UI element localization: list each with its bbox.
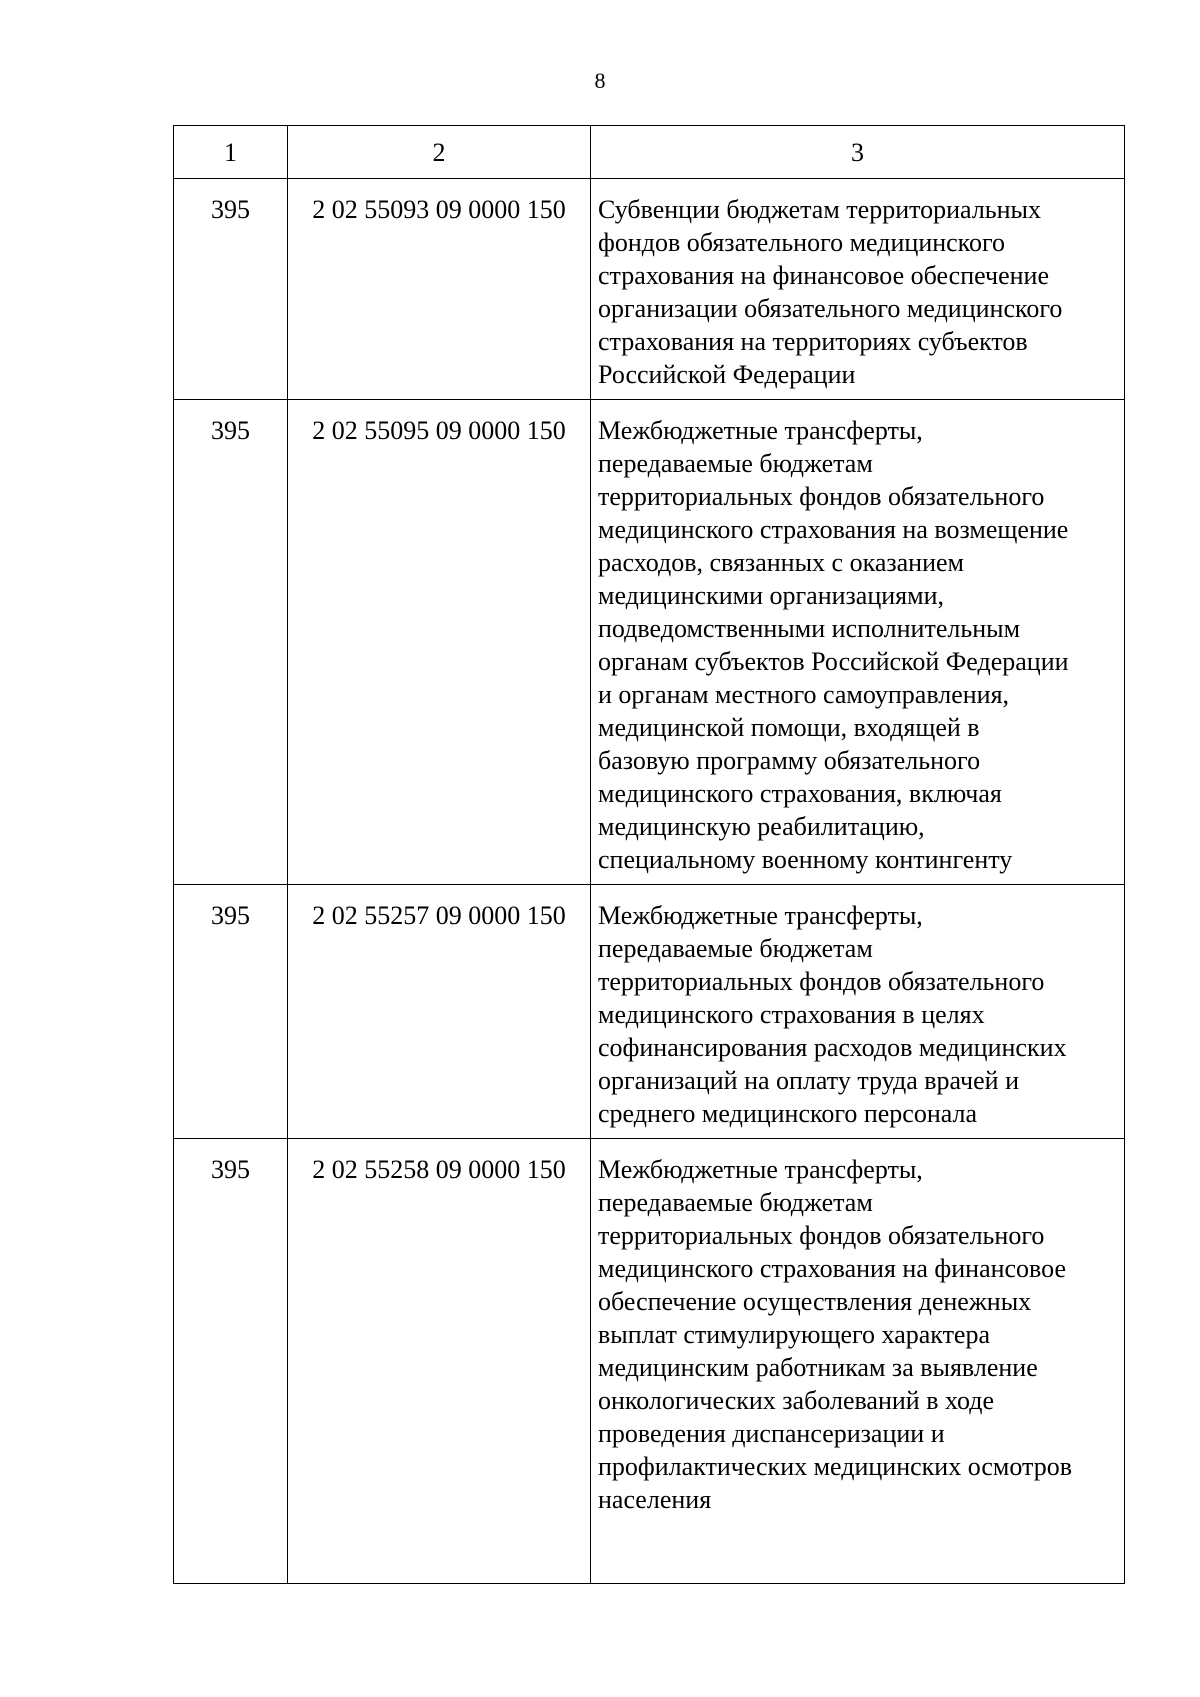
description-line: медицинскими организациями,: [598, 581, 944, 610]
description-line: специальному военному контингенту: [598, 845, 1013, 874]
description-line: фондов обязательного медицинского: [598, 228, 1006, 257]
description-line: базовую программу обязательного: [598, 746, 981, 775]
budget-code-cell: 2 02 55095 09 0000 150: [288, 400, 591, 885]
description-line: медицинского страхования, включая: [598, 779, 1002, 808]
description-line: профилактических медицинских осмотров: [598, 1452, 1072, 1481]
description-line: Российской Федерации: [598, 360, 856, 389]
description-line: медицинского страхования на возмещение: [598, 515, 1069, 544]
column-header-3: 3: [591, 126, 1125, 179]
page-number: 8: [594, 68, 606, 93]
description-line: среднего медицинского персонала: [598, 1099, 978, 1128]
description-line: медицинского страхования на финансовое: [598, 1254, 1067, 1283]
description-line: Межбюджетные трансферты,: [598, 901, 923, 930]
description-line: страхования на финансовое обеспечение: [598, 261, 1050, 290]
table-row: [174, 885, 1125, 1139]
description-line: медицинскую реабилитацию,: [598, 812, 925, 841]
budget-code-cell: 2 02 55093 09 0000 150: [288, 179, 591, 400]
budget-codes-table: [173, 125, 1125, 1584]
description-cell: [591, 179, 1125, 400]
column-header-2: 2: [288, 126, 591, 179]
description-line: передаваемые бюджетам: [598, 1188, 873, 1217]
description-cell: [591, 885, 1125, 1139]
table-row: [174, 400, 1125, 885]
table-row: [174, 179, 1125, 400]
description-line: проведения диспансеризации и: [598, 1419, 945, 1448]
description-line: выплат стимулирующего характера: [598, 1320, 991, 1349]
admin-code-cell: 395: [174, 1139, 288, 1584]
description-line: населения: [598, 1485, 712, 1514]
table-header-row: [174, 126, 1125, 179]
column-header-1: 1: [174, 126, 288, 179]
admin-code-cell: 395: [174, 400, 288, 885]
budget-code-cell: 2 02 55257 09 0000 150: [288, 885, 591, 1139]
description-line: подведомственными исполнительным: [598, 614, 1021, 643]
description-line: медицинской помощи, входящей в: [598, 713, 980, 742]
description-cell: [591, 1139, 1125, 1584]
description-line: Межбюджетные трансферты,: [598, 1155, 923, 1184]
description-line: софинансирования расходов медицинских: [598, 1033, 1067, 1062]
description-line: органам субъектов Российской Федерации: [598, 647, 1069, 676]
description-line: онкологических заболеваний в ходе: [598, 1386, 995, 1415]
description-line: Субвенции бюджетам территориальных: [598, 195, 1042, 224]
description-line: медицинским работникам за выявление: [598, 1353, 1038, 1382]
table-row: [174, 1139, 1125, 1584]
description-line: Межбюджетные трансферты,: [598, 416, 923, 445]
description-line: медицинского страхования в целях: [598, 1000, 985, 1029]
description-line: обеспечение осуществления денежных: [598, 1287, 1032, 1316]
description-line: организаций на оплату труда врачей и: [598, 1066, 1020, 1095]
description-line: и органам местного самоуправления,: [598, 680, 1010, 709]
description-line: передаваемые бюджетам: [598, 449, 873, 478]
description-line: страхования на территориях субъектов: [598, 327, 1028, 356]
admin-code-cell: 395: [174, 885, 288, 1139]
description-line: территориальных фондов обязательного: [598, 482, 1045, 511]
budget-code-cell: 2 02 55258 09 0000 150: [288, 1139, 591, 1584]
description-line: территориальных фондов обязательного: [598, 1221, 1045, 1250]
description-line: расходов, связанных с оказанием: [598, 548, 964, 577]
description-line: территориальных фондов обязательного: [598, 967, 1045, 996]
description-cell: [591, 400, 1125, 885]
description-line: организации обязательного медицинского: [598, 294, 1063, 323]
description-line: передаваемые бюджетам: [598, 934, 873, 963]
admin-code-cell: 395: [174, 179, 288, 400]
